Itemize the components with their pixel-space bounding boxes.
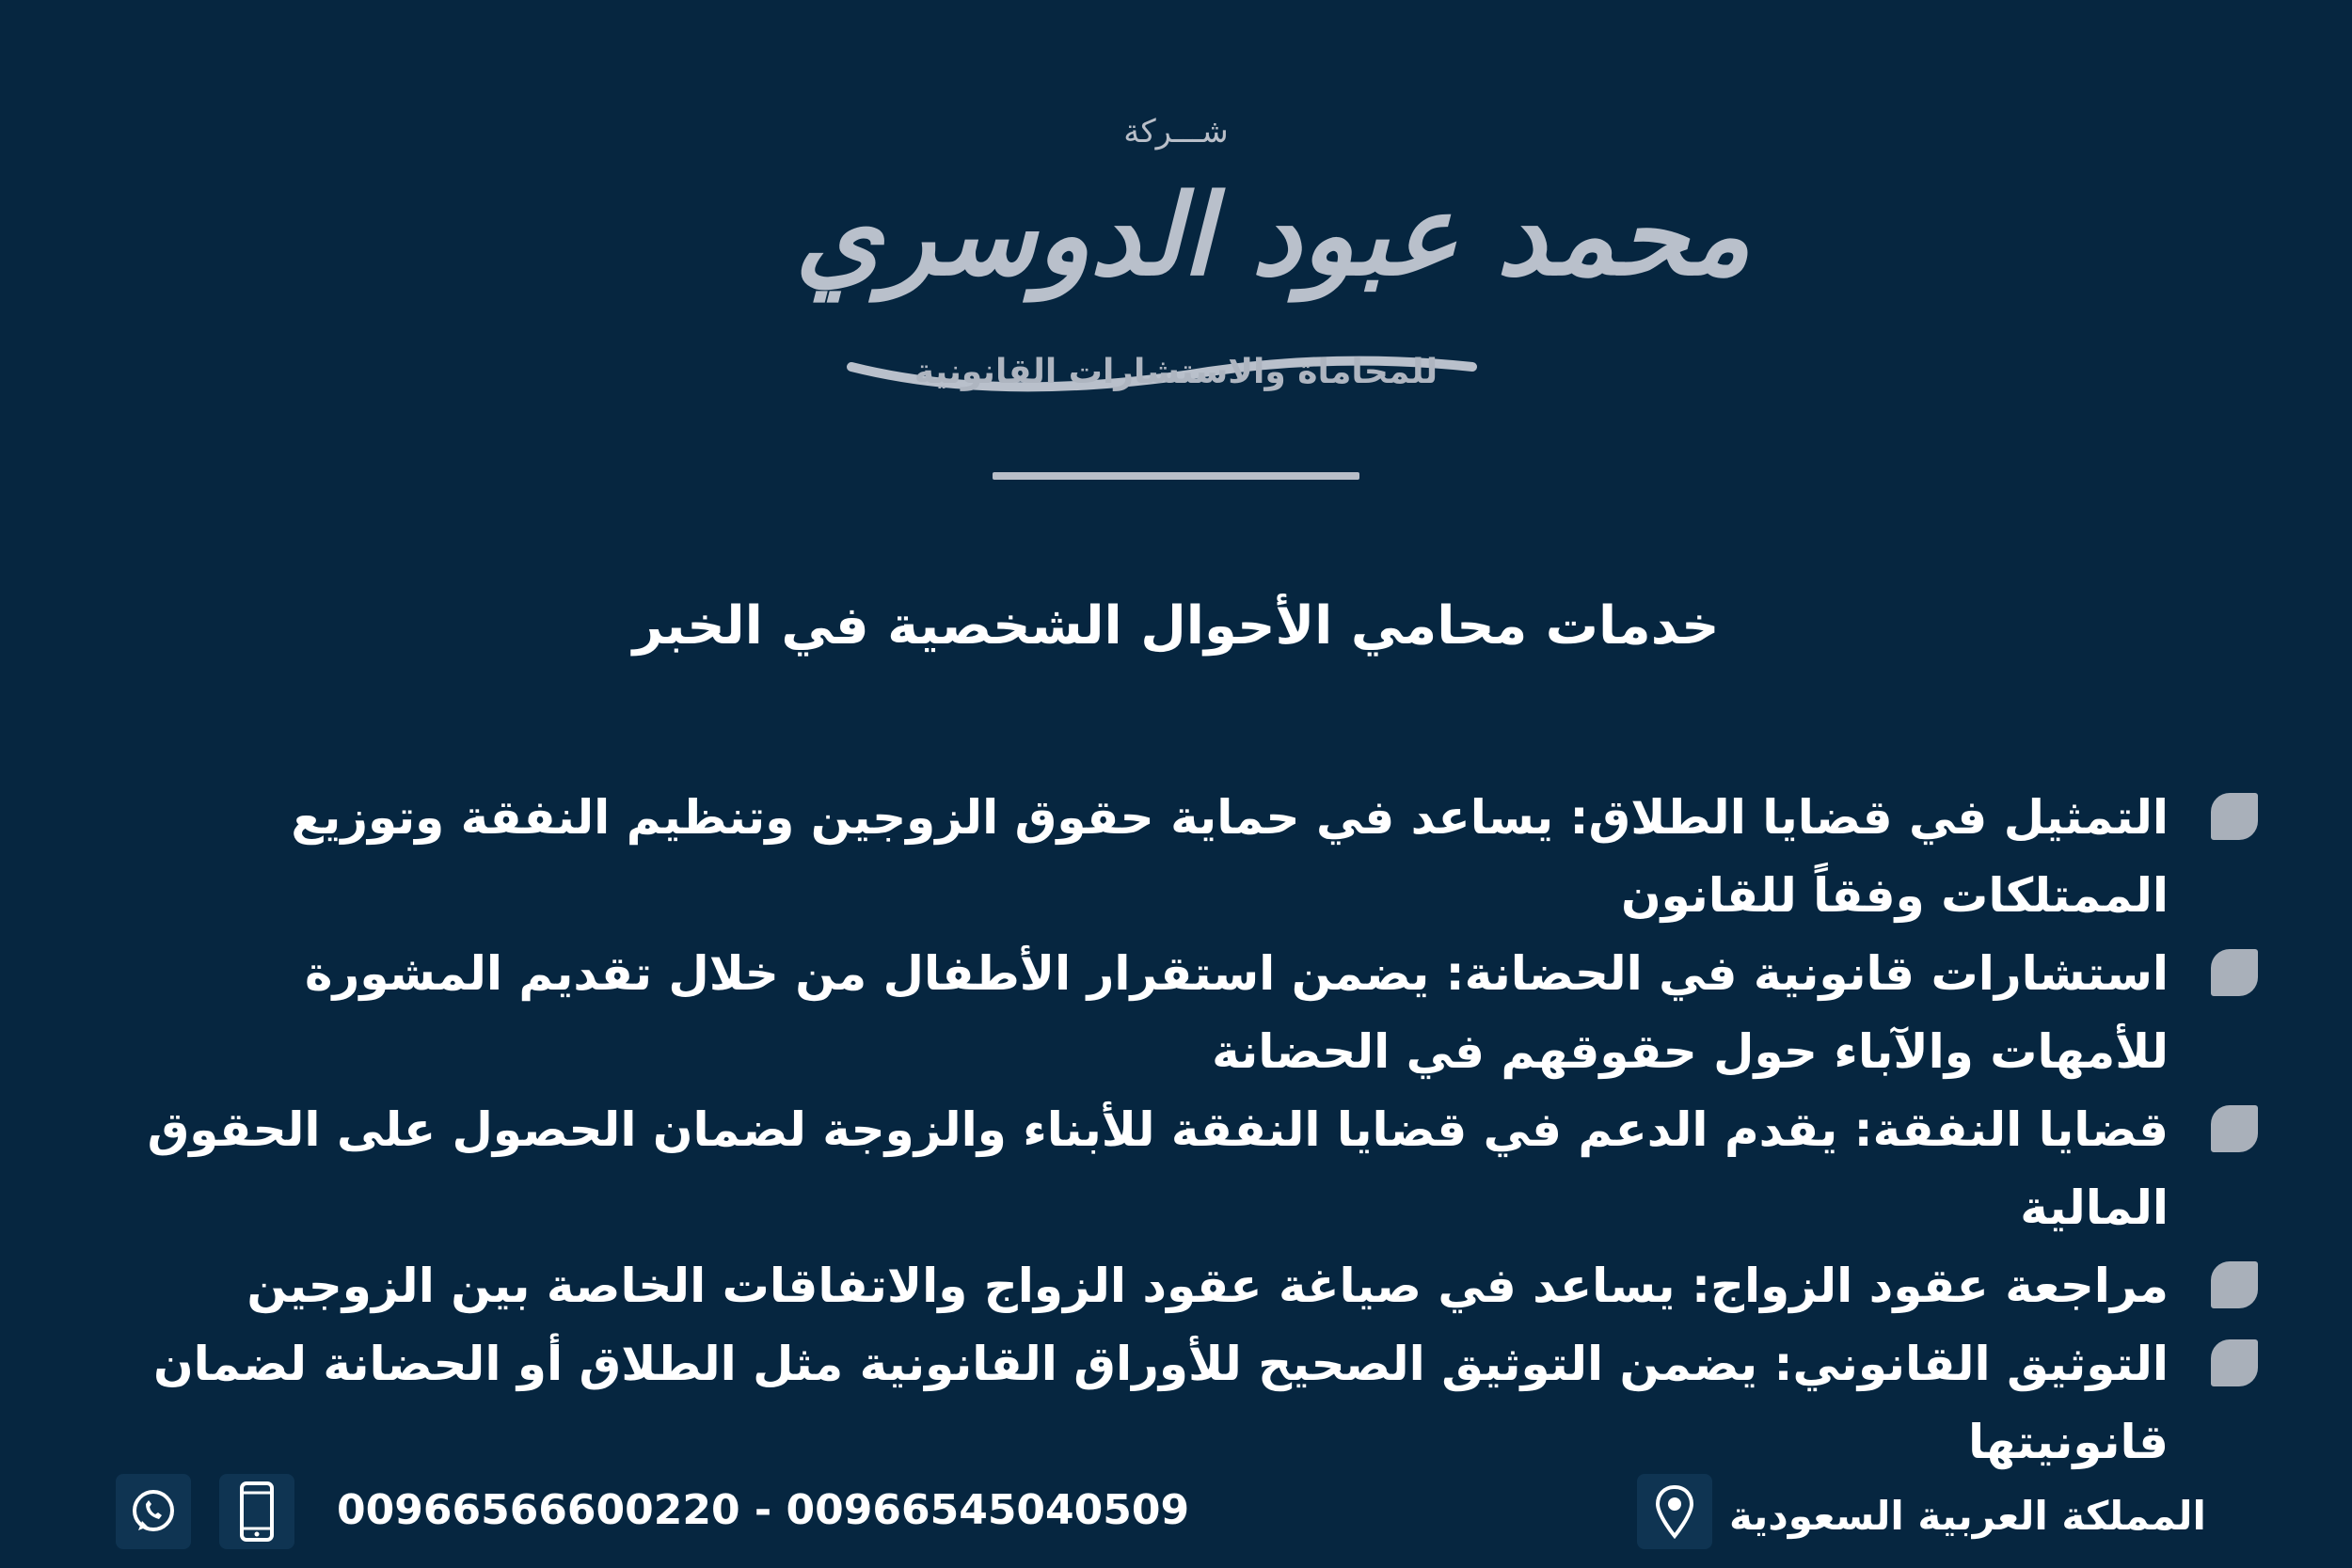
leaf-bullet-icon xyxy=(2211,949,2258,996)
service-item-divorce xyxy=(132,779,2258,935)
service-item-alimony xyxy=(132,1091,2258,1247)
phone-numbers[interactable]: 00966566600220 - 00966545040509 xyxy=(337,1486,1190,1534)
location-button[interactable] xyxy=(1637,1474,1712,1549)
logo-tagline: للمحاماة والاستشارات القانونية xyxy=(914,353,1438,391)
service-text: التمثيل في قضايا الطلاق: يساعد في حماية حقوق الزوجين وتنظيم النفقة وتوزيع الممتلكات وفقاً للقانون xyxy=(291,790,2169,923)
company-logo xyxy=(795,113,1751,414)
location-pin-icon xyxy=(1654,1483,1695,1540)
whatsapp-button[interactable] xyxy=(116,1474,191,1549)
leaf-bullet-icon xyxy=(2211,1339,2258,1386)
leaf-bullet-icon xyxy=(2211,793,2258,840)
service-text: استشارات قانونية في الحضانة: يضمن استقرار الأطفال من خلال تقديم المشورة للأمهات والآباء حول حقوقهم في الحضانة xyxy=(305,946,2169,1079)
whatsapp-icon xyxy=(127,1485,180,1538)
header-divider xyxy=(993,472,1359,480)
phone-button[interactable] xyxy=(219,1474,294,1549)
service-item-custody xyxy=(132,935,2258,1091)
logo-company-name: محمد عبود الدوسري xyxy=(795,169,1751,300)
service-text: التوثيق القانوني: يضمن التوثيق الصحيح للأوراق القانونية مثل الطلاق أو الحضانة لضمان قانونيتها xyxy=(152,1337,2169,1469)
logo-company-word: شـــركة xyxy=(1123,113,1229,150)
page-title: خدمات محامي الأحوال الشخصية في الخبر xyxy=(632,595,1720,657)
service-text: مراجعة عقود الزواج: يساعد في صياغة عقود الزواج والاتفاقات الخاصة بين الزوجين xyxy=(246,1259,2169,1313)
leaf-bullet-icon xyxy=(2211,1261,2258,1308)
service-item-marriage-contracts xyxy=(132,1247,2258,1325)
mobile-phone-icon xyxy=(238,1481,276,1542)
service-text: قضايا النفقة: يقدم الدعم في قضايا النفقة للأبناء والزوجة لضمان الحصول على الحقوق المالية xyxy=(147,1102,2169,1235)
location-text: المملكة العربية السعودية xyxy=(1729,1493,2206,1539)
leaf-bullet-icon xyxy=(2211,1105,2258,1152)
service-item-legal-documentation xyxy=(132,1325,2258,1481)
services-list xyxy=(132,779,2258,1481)
